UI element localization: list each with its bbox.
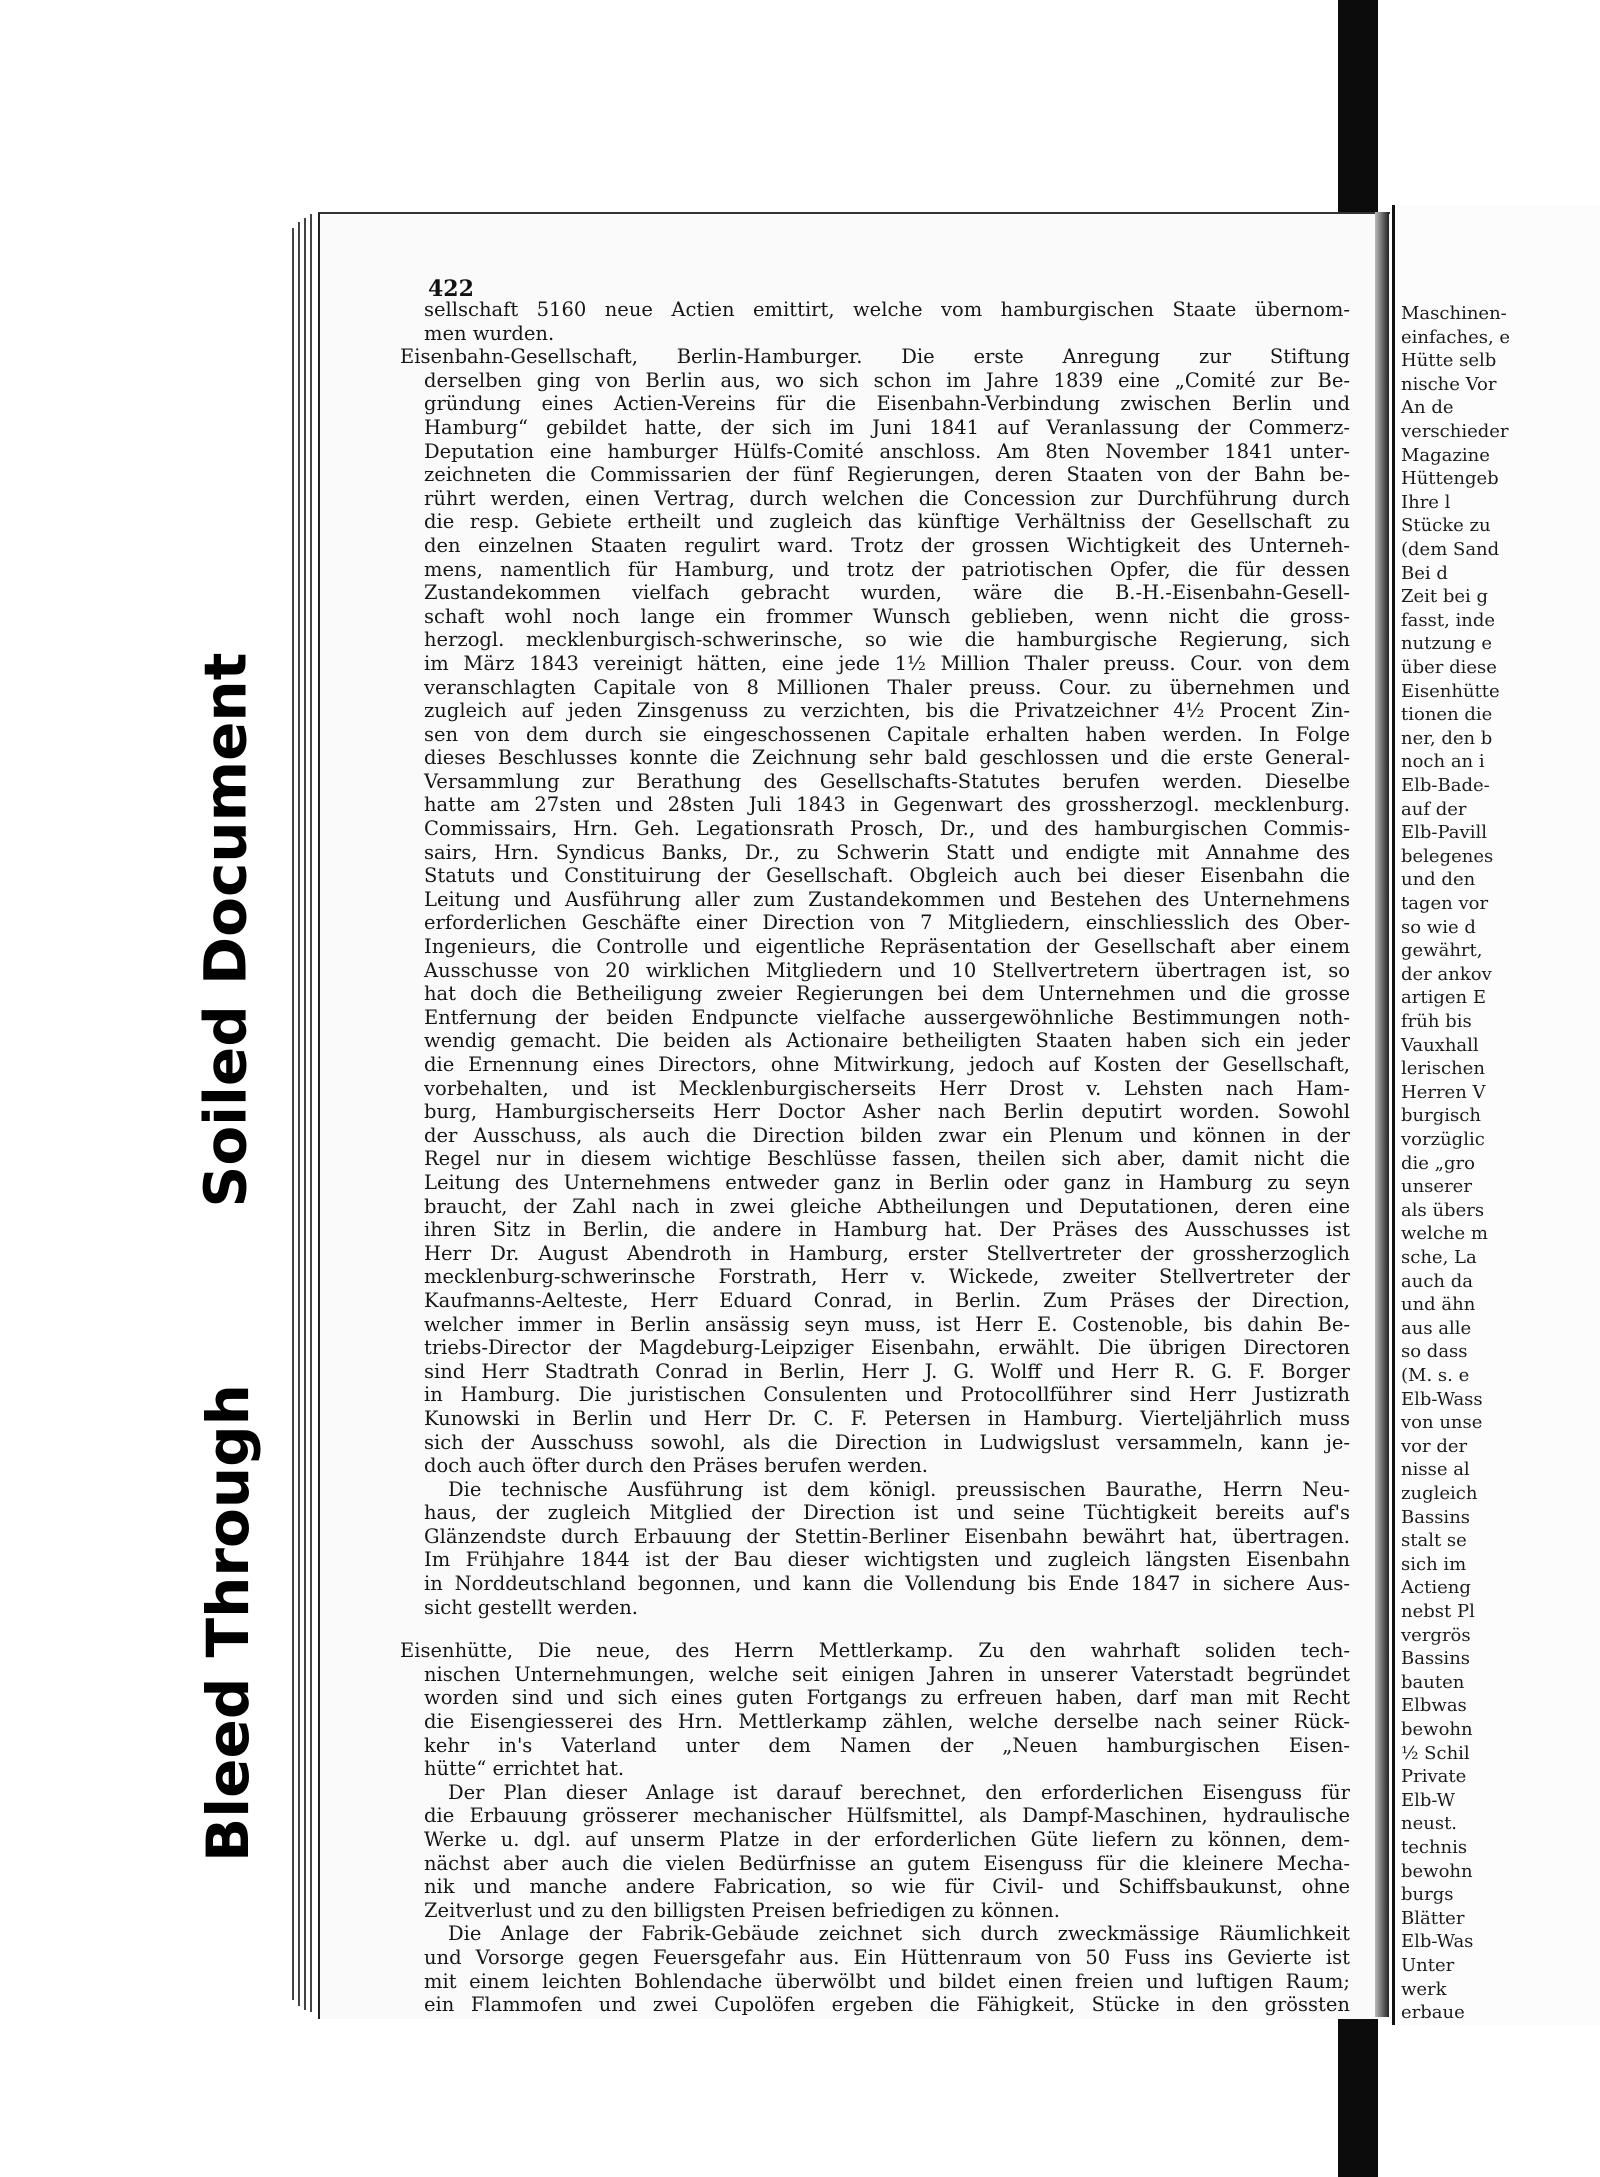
facing-page-line: unserer <box>1401 1176 1472 1198</box>
text-line: Glänzendste durch Erbauung der Stettin-Berliner Eisenbahn bewährt hat, übertragen. <box>424 1524 1350 1548</box>
facing-page-line: Eisenhütte <box>1401 680 1500 702</box>
text-line: den einzelnen Staaten regulirt ward. Trotz der grossen Wichtigkeit des Unterneh- <box>424 533 1350 557</box>
facing-page-line: als übers <box>1401 1199 1485 1221</box>
text-line: die resp. Gebiete ertheilt und zugleich das künftige Verhältniss der Gesellschaft zu <box>424 510 1350 534</box>
text-line: sicht gestellt werden. <box>424 1595 639 1619</box>
text-line: braucht, der Zahl nach in zwei gleiche Abtheilungen und Deputationen, deren eine <box>424 1194 1350 1218</box>
text-line: nischen Unternehmungen, welche seit einigen Jahren in unserer Vaterstadt begründet <box>424 1662 1350 1686</box>
text-line: sellschaft 5160 neue Actien emittirt, welche vom hamburgischen Staate übernom- <box>424 298 1350 321</box>
facing-page-line: (dem Sand <box>1401 539 1500 560</box>
facing-page-line: bewohn <box>1401 1860 1473 1882</box>
facing-page-line: Elb-Bade- <box>1401 775 1490 796</box>
facing-page-line: Stücke zu <box>1401 515 1491 537</box>
facing-page-line: belegenes <box>1401 845 1494 867</box>
facing-page-line: Zeit bei g <box>1401 586 1489 608</box>
facing-page-line: (M. s. e <box>1401 1365 1470 1386</box>
facing-page-line: Bassins <box>1401 1648 1471 1670</box>
facing-page-line: nutzung e <box>1401 633 1492 655</box>
facing-page-line: die „gro <box>1401 1152 1475 1174</box>
facing-page-line: stalt se <box>1401 1530 1467 1552</box>
facing-page-line: Elbwas <box>1401 1695 1467 1717</box>
facing-page-line: einfaches, e <box>1401 326 1511 348</box>
soiled-document-text: Soiled Document <box>191 652 260 1208</box>
facing-page-line: gewährt, <box>1401 940 1483 962</box>
facing-page-line: ner, den b <box>1401 727 1493 749</box>
facing-page-line: fasst, inde <box>1401 609 1496 631</box>
page-edge <box>304 218 306 2010</box>
text-line: Leitung und Ausführung aller zum Zustandekommen und Bestehen des Unternehmens <box>424 887 1350 911</box>
text-line: Herr Dr. August Abendroth in Hamburg, erster Stellvertreter der grossherzoglich <box>424 1241 1350 1265</box>
text-line: nächst aber auch die vielen Bedürfnisse an gutem Eisenguss für die kleinere Mecha- <box>424 1851 1350 1875</box>
facing-page-line: nebst Pl <box>1401 1601 1475 1622</box>
page-edge <box>292 228 294 2000</box>
page-edge <box>298 222 300 2006</box>
bleed-through-label <box>165 1362 290 1884</box>
text-line: die Ernennung eines Directors, ohne Mitwirkung, jedoch auf Kosten der Gesellschaft, <box>424 1053 1350 1076</box>
text-line: worden sind und sich eines guten Fortgangs zu erfreuen haben, darf man mit Recht <box>424 1686 1350 1710</box>
facing-page-line: zugleich <box>1401 1483 1478 1504</box>
text-line: die Erbauung grösserer mechanischer Hülfsmittel, als Dampf-Maschinen, hydraulische <box>424 1804 1350 1828</box>
facing-page-line: auf der <box>1401 798 1467 820</box>
facing-page-line: Ihre l <box>1401 491 1451 513</box>
facing-page-line: nisse al <box>1401 1459 1470 1481</box>
facing-page-line: tagen vor <box>1401 893 1489 914</box>
text-line: dieses Beschlusses konnte die Zeichnung sehr bald geschlossen und die erste General- <box>424 746 1350 770</box>
text-line: zugleich auf jeden Zinsgenuss zu verzichten, bis die Privatzeichner 4½ Procent Zin- <box>424 699 1350 723</box>
text-line: Werke u. dgl. auf unserm Platze in der erforderlichen Güte liefern zu können, dem- <box>424 1828 1350 1851</box>
facing-page-line: früh bis <box>1401 1011 1472 1032</box>
text-line: Kaufmanns-Aelteste, Herr Eduard Conrad, in Berlin. Zum Präses der Direction, <box>424 1288 1350 1312</box>
facing-page-line: und den <box>1401 869 1476 891</box>
text-line: in Norddeutschland begonnen, und kann die Vollendung bis Ende 1847 in sichere Aus- <box>424 1572 1350 1596</box>
text-line: mens, namentlich für Hamburg, und trotz der patriotischen Opfer, die für dessen <box>424 557 1350 581</box>
text-line: Statuts und Constituirung der Gesellschaft. Obgleich auch bei dieser Eisenbahn die <box>424 864 1350 888</box>
facing-page-line: Private <box>1401 1766 1467 1788</box>
text-line: erforderlichen Geschäfte einer Direction von 7 Mitgliedern, einschliesslich des Ober- <box>424 911 1350 935</box>
text-line: wendig gemacht. Die beiden als Actionaire betheiligten Staaten haben sich ein jeder <box>424 1029 1350 1053</box>
facing-page-line: Maschinen- <box>1401 303 1507 324</box>
facing-page-line: welche m <box>1401 1223 1488 1245</box>
text-line: Eisenhütte, Die neue, des Herrn Mettlerkamp. Zu den wahrhaft soliden tech- <box>400 1639 1350 1663</box>
text-line: Ingenieurs, die Controlle und eigentliche Repräsentation der Gesellschaft aber einem <box>424 935 1350 959</box>
text-line: Deputation eine hamburger Hülfs-Comité anschloss. Am 8ten November 1841 unter- <box>424 439 1350 463</box>
facing-page-line: so dass <box>1401 1341 1468 1363</box>
facing-page-line: burgs <box>1401 1884 1454 1906</box>
facing-page-line: Elb-Was <box>1401 1931 1474 1953</box>
text-line: nik und manche andere Fabrication, so wie für Civil- und Schiffsbaukunst, ohne <box>424 1875 1350 1899</box>
text-line: mit einem leichten Bohlendache überwölbt und bildet einen freien und luftigen Raum; <box>424 1969 1350 1993</box>
text-line: der Ausschuss, als auch die Direction bilden zwar ein Plenum und können in der <box>424 1123 1350 1147</box>
facing-page-line: der ankov <box>1401 963 1492 985</box>
facing-page-line: Actieng <box>1401 1577 1471 1599</box>
text-line: die Eisengiesserei des Hrn. Mettlerkamp zählen, welche derselbe nach seiner Rück- <box>424 1710 1350 1734</box>
text-line: in Hamburg. Die juristischen Consulenten und Protocollführer sind Herr Justizrath <box>424 1383 1350 1407</box>
text-line: sen von dem durch sie eingeschossenen Capitale erhalten haben werden. In Folge <box>424 722 1350 746</box>
text-line: derselben ging von Berlin aus, wo sich schon im Jahre 1839 eine „Comité zur Be- <box>424 368 1350 392</box>
text-line: Der Plan dieser Anlage ist darauf berechnet, den erforderlichen Eisenguss für <box>448 1780 1350 1804</box>
facing-page-line: so wie d <box>1401 916 1476 938</box>
facing-page-line: sche, La <box>1401 1247 1477 1268</box>
facing-page-line: erbaue <box>1401 2002 1465 2024</box>
text-line: rührt werden, einen Vertrag, durch welchen die Concession zur Durchführung durch <box>424 486 1350 510</box>
page-number: 422 <box>428 276 474 302</box>
text-line: kehr in's Vaterland unter dem Namen der „Neuen hamburgischen Eisen- <box>424 1733 1350 1757</box>
text-line: Zustandekommen vielfach gebracht wurden, wäre die B.-H.-Eisenbahn-Gesell- <box>424 581 1350 605</box>
facing-page-line: von unse <box>1401 1412 1483 1434</box>
facing-page-line: technis <box>1401 1837 1468 1858</box>
text-line: gründung eines Actien-Vereins für die Eisenbahn-Verbindung zwischen Berlin und <box>424 392 1350 416</box>
facing-page-line: Unter <box>1401 1955 1455 1976</box>
text-line: sairs, Hrn. Syndicus Banks, Dr., zu Schwerin Statt und endigte mit Annahme des <box>424 840 1350 864</box>
facing-page-line: Bei d <box>1401 562 1448 584</box>
facing-page-line: werk <box>1401 1978 1447 2000</box>
text-line: Regel nur in diesem wichtige Beschlüsse fassen, theilen sich aber, damit nicht die <box>424 1147 1350 1171</box>
text-line: hatte am 27sten und 28sten Juli 1843 in Gegenwart des grossherzogl. mecklenburg. <box>424 793 1350 817</box>
facing-page-line: ½ Schil <box>1401 1742 1470 1764</box>
text-line: ihren Sitz in Berlin, die andere in Hamburg hat. Der Präses des Ausschusses ist <box>424 1218 1350 1242</box>
facing-page-line: und ähn <box>1401 1294 1476 1316</box>
facing-page-line: lerischen <box>1401 1058 1485 1080</box>
text-line: mecklenburg-schwerinsche Forstrath, Herr v. Wickede, zweiter Stellvertreter der <box>424 1265 1350 1289</box>
facing-page-line: Elb-W <box>1401 1789 1456 1811</box>
text-line: Hamburg“ gebildet hatte, der sich im Juni 1841 auf Veranlassung der Commerz- <box>424 415 1350 439</box>
facing-page-line: Vauxhall <box>1401 1034 1479 1056</box>
text-line: triebs-Director der Magdeburg-Leipziger Eisenbahn, erwählt. Die übrigen Directoren <box>424 1336 1350 1360</box>
text-line: Commissairs, Hrn. Geh. Legationsrath Prosch, Dr., und des hamburgischen Commis- <box>424 817 1350 841</box>
text-line: veranschlagten Capitale von 8 Millionen Thaler preuss. Cour. zu übernehmen und <box>424 675 1350 699</box>
text-line: Entfernung der beiden Endpuncte vielfache aussergewöhnliche Bestimmungen noth- <box>424 1005 1350 1029</box>
facing-page-line: auch da <box>1401 1270 1473 1292</box>
text-line: sich der Ausschuss sowohl, als die Direction in Ludwigslust versammeln, kann je- <box>424 1430 1350 1454</box>
facing-page-line: Blätter <box>1401 1907 1465 1929</box>
text-line: im März 1843 vereinigt hätten, eine jede 1½ Million Thaler preuss. Cour. von dem <box>424 651 1350 675</box>
facing-page-line: Hüttengeb <box>1401 468 1499 490</box>
text-line: Eisenbahn-Gesellschaft, Berlin-Hamburger. Die erste Anregung zur Stiftung <box>400 345 1350 369</box>
facing-page-line: Elb-Wass <box>1401 1388 1483 1410</box>
text-line: haus, der zugleich Mitglied der Direction ist und seine Tüchtigkeit bereits auf's <box>424 1501 1350 1525</box>
facing-page-line: noch an i <box>1401 751 1485 773</box>
facing-page-line: Magazine <box>1401 444 1490 466</box>
text-line: ein Flammofen und zwei Cupolöfen ergeben die Fähigkeit, Stücke in den grössten <box>424 1993 1350 2017</box>
facing-page-line: Bassins <box>1401 1506 1471 1528</box>
facing-page <box>1392 205 1600 2025</box>
text-line: sind Herr Stadtrath Conrad in Berlin, Herr J. G. Wolff und Herr R. G. F. Borger <box>424 1359 1350 1383</box>
facing-page-line: An de <box>1401 397 1454 419</box>
facing-page-line: Herren V <box>1401 1081 1486 1103</box>
facing-page-line: vergrös <box>1401 1624 1471 1646</box>
text-line: Leitung des Unternehmens entweder ganz in Berlin oder ganz in Hamburg zu seyn <box>424 1170 1350 1194</box>
text-line: burg, Hamburgischerseits Herr Doctor Asher nach Berlin deputirt worden. Sowohl <box>424 1100 1350 1124</box>
facing-page-line: aus alle <box>1401 1317 1472 1339</box>
text-line: Im Frühjahre 1844 ist der Bau dieser wichtigsten und zugleich längsten Eisenbahn <box>424 1548 1350 1572</box>
page-gutter-shadow <box>1375 212 1389 2017</box>
text-line: herzogl. mecklenburgisch-schwerinsche, so wie die hamburgische Regierung, sich <box>424 628 1350 652</box>
text-line: men wurden. <box>424 321 555 345</box>
facing-page-line: vorzüglic <box>1401 1129 1485 1150</box>
text-line: Ausschusse von 20 wirklichen Mitgliedern und 10 Stellvertretern übertragen ist, so <box>424 958 1350 982</box>
text-line: Kunowski in Berlin und Herr Dr. C. F. Petersen in Hamburg. Vierteljährlich muss <box>424 1406 1350 1430</box>
page-edge <box>310 214 312 2012</box>
facing-page-line: sich im <box>1401 1553 1467 1575</box>
facing-page-line: burgisch <box>1401 1105 1481 1127</box>
facing-page-line: nische Vor <box>1401 373 1497 395</box>
facing-page-line: bauten <box>1401 1671 1465 1693</box>
facing-page-line: tionen die <box>1401 704 1493 726</box>
facing-page-line: Elb-Pavill <box>1401 822 1487 844</box>
bleed-through-text: Bleed Through <box>193 1384 262 1862</box>
text-line: doch auch öfter durch den Präses berufen werden. <box>424 1454 929 1478</box>
facing-page-line: neust. <box>1401 1813 1458 1835</box>
entry-separator <box>400 1619 1350 1639</box>
text-line: hat doch die Betheiligung zweier Regierungen bei dem Unternehmen und die grosse <box>424 982 1350 1006</box>
document-body <box>400 298 1350 2017</box>
facing-page-line: vor der <box>1401 1435 1468 1457</box>
text-line: hütte“ errichtet hat. <box>424 1757 625 1781</box>
text-line: schaft wohl noch lange ein frommer Wunsch geblieben, wenn nicht die gross- <box>424 604 1350 628</box>
text-line: Die Anlage der Fabrik-Gebäude zeichnet sich durch zweckmässige Räumlichkeit <box>448 1922 1350 1946</box>
facing-page-line: bewohn <box>1401 1719 1473 1740</box>
soiled-document-label <box>163 636 288 1224</box>
text-line: Zeitverlust und zu den billigsten Preisen befriedigen zu können. <box>424 1898 1060 1922</box>
text-line: zeichneten die Commissarien der fünf Regierungen, deren Staaten von der Bahn be- <box>424 463 1350 487</box>
text-line: Die technische Ausführung ist dem königl. preussischen Baurathe, Herrn Neu- <box>448 1477 1350 1501</box>
text-line: und Vorsorge gegen Feuersgefahr aus. Ein Hüttenraum von 50 Fuss ins Gevierte ist <box>424 1945 1350 1969</box>
text-line: vorbehalten, und ist Mecklenburgischerseits Herr Drost v. Lehsten nach Ham- <box>424 1076 1350 1100</box>
text-line: welcher immer in Berlin ansässig seyn muss, ist Herr E. Costenoble, bis dahin Be- <box>424 1312 1350 1336</box>
facing-page-line: verschieder <box>1401 421 1509 442</box>
facing-page-line: artigen E <box>1401 987 1486 1009</box>
text-line: Versammlung zur Berathung des Gesellschafts-Statutes berufen werden. Dieselbe <box>424 769 1350 793</box>
facing-page-line: Hütte selb <box>1401 350 1497 372</box>
facing-page-line: über diese <box>1401 657 1497 678</box>
